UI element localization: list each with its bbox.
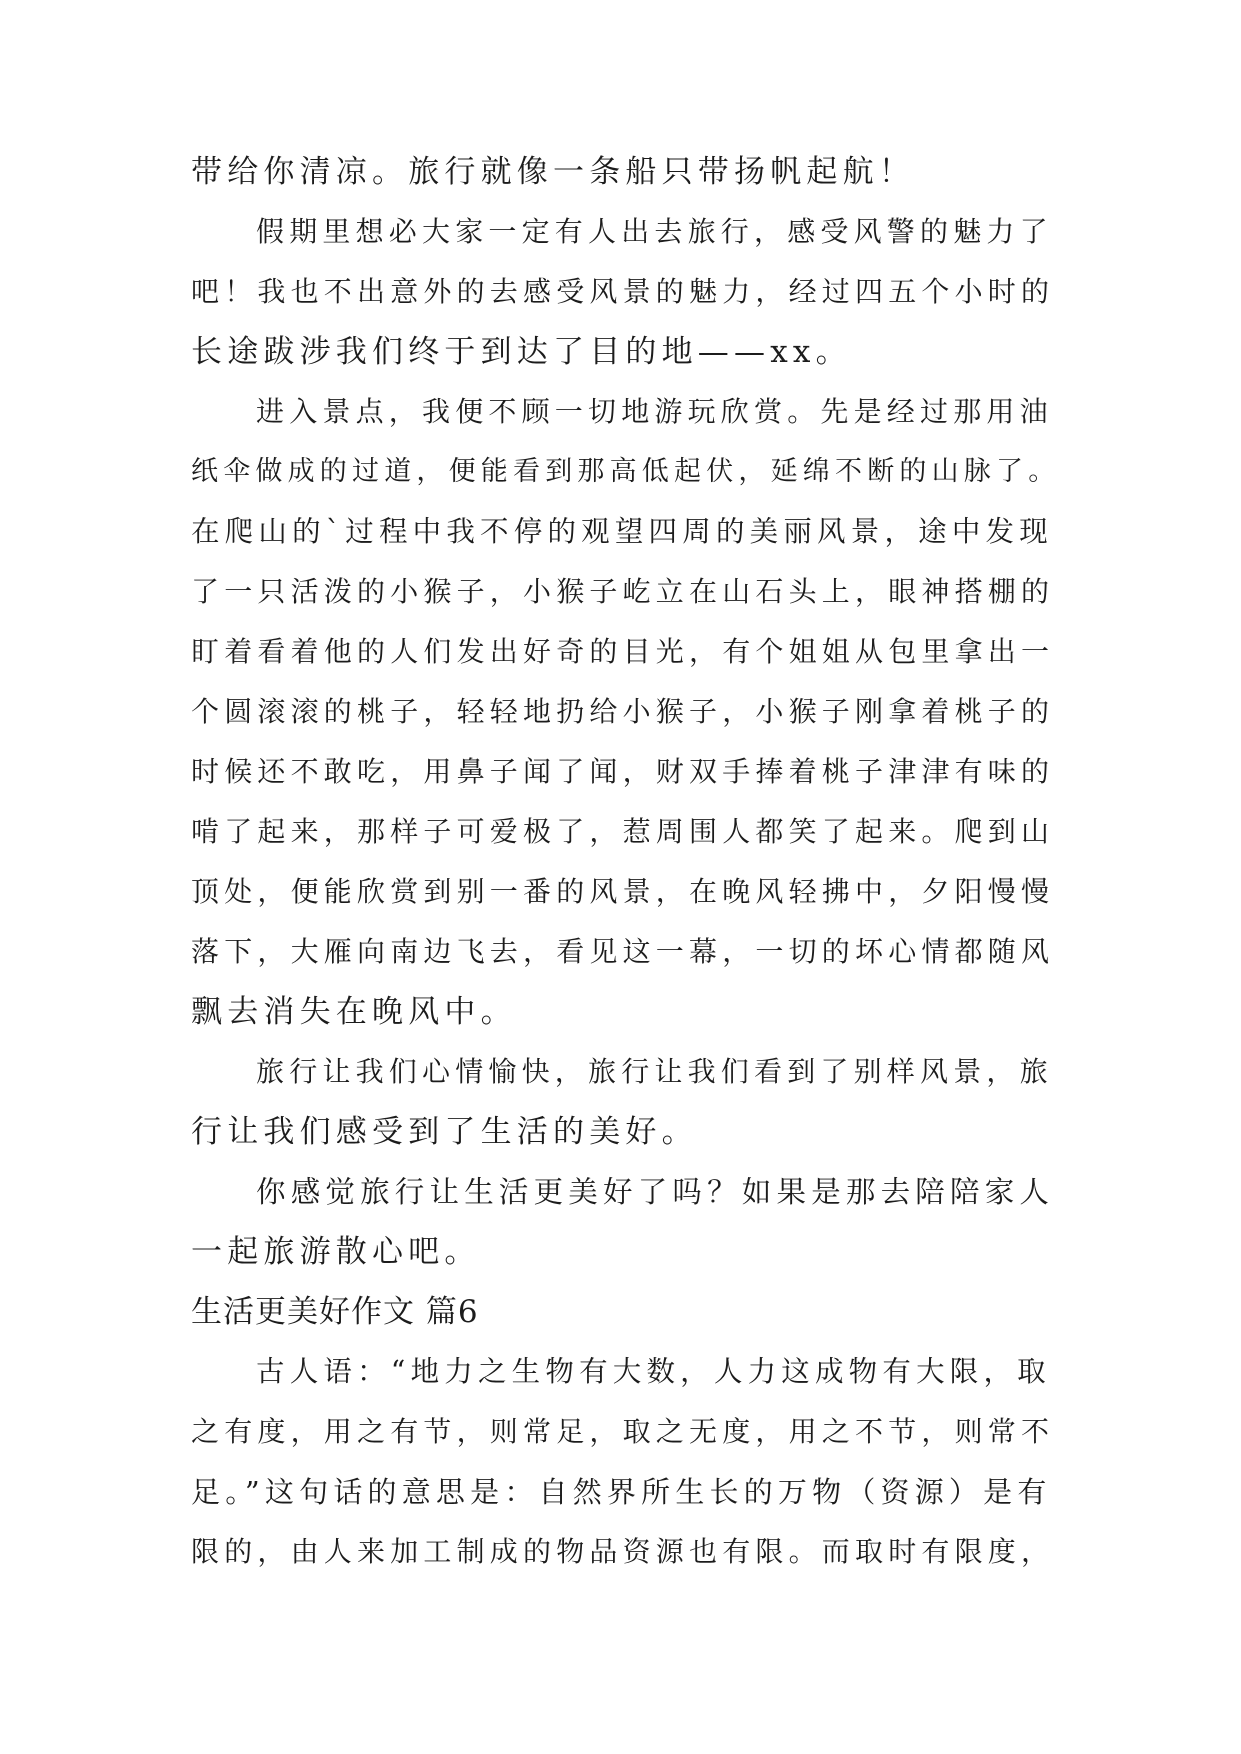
paragraph-line: 古人语：“地力之生物有大数，人力这成物有大限，取 xyxy=(256,1355,1051,1388)
paragraph-line: 带给你清凉。旅行就像一条船只带扬帆起航！ xyxy=(191,154,915,190)
paragraph-line: 行让我们感受到了生活的美好。 xyxy=(191,1114,698,1150)
paragraph-line: 吧！我也不出意外的去感受风景的魅力，经过四五个小时的 xyxy=(191,275,1055,308)
section-heading: 生活更美好作文 篇6 xyxy=(191,1294,479,1330)
paragraph-line: 进入景点，我便不顾一切地游玩欣赏。先是经过那用油 xyxy=(256,395,1053,428)
paragraph-line: 盯着看着他的人们发出好奇的目光，有个姐姐从包里拿出一 xyxy=(191,635,1055,668)
paragraph-line: 假期里想必大家一定有人出去旅行，感受风警的魅力了 xyxy=(256,215,1053,248)
paragraph-line: 一起旅游散心吧。 xyxy=(191,1234,481,1270)
paragraph-line: 限的，由人来加工制成的物品资源也有限。而取时有限度， xyxy=(191,1535,1055,1568)
paragraph-line: 足。”这句话的意思是：自然界所生长的万物（资源）是有 xyxy=(191,1475,1052,1509)
paragraph-line: 时候还不敢吃，用鼻子闻了闻，财双手捧着桃子津津有味的 xyxy=(191,755,1055,788)
paragraph-line: 纸伞做成的过道，便能看到那高低起伏，延绵不断的山脉了。 xyxy=(191,456,1061,487)
paragraph-line: 飘去消失在晚风中。 xyxy=(191,994,517,1030)
paragraph-line: 了一只活泼的小猴子，小猴子屹立在山石头上，眼神搭棚的 xyxy=(191,575,1055,608)
paragraph-line: 啃了起来，那样子可爱极了，惹周围人都笑了起来。爬到山 xyxy=(191,815,1055,848)
paragraph-line: 个圆滚滚的桃子，轻轻地扔给小猴子，小猴子刚拿着桃子的 xyxy=(191,695,1055,728)
paragraph-line: 长途跋涉我们终于到达了目的地——xx。 xyxy=(191,334,852,370)
paragraph-line: 顶处，便能欣赏到别一番的风景，在晚风轻拂中，夕阳慢慢 xyxy=(191,875,1055,908)
paragraph-line: 落下，大雁向南边飞去，看见这一幕，一切的坏心情都随风 xyxy=(191,935,1055,968)
paragraph-line: 旅行让我们心情愉快，旅行让我们看到了别样风景，旅 xyxy=(256,1055,1053,1088)
paragraph-line: 之有度，用之有节，则常足，取之无度，用之不节，则常不 xyxy=(191,1415,1055,1448)
paragraph-line: 在爬山的`过程中我不停的观望四周的美丽风景，途中发现 xyxy=(191,515,1053,548)
paragraph-line: 你感觉旅行让生活更美好了吗？如果是那去陪陪家人 xyxy=(256,1175,1055,1209)
